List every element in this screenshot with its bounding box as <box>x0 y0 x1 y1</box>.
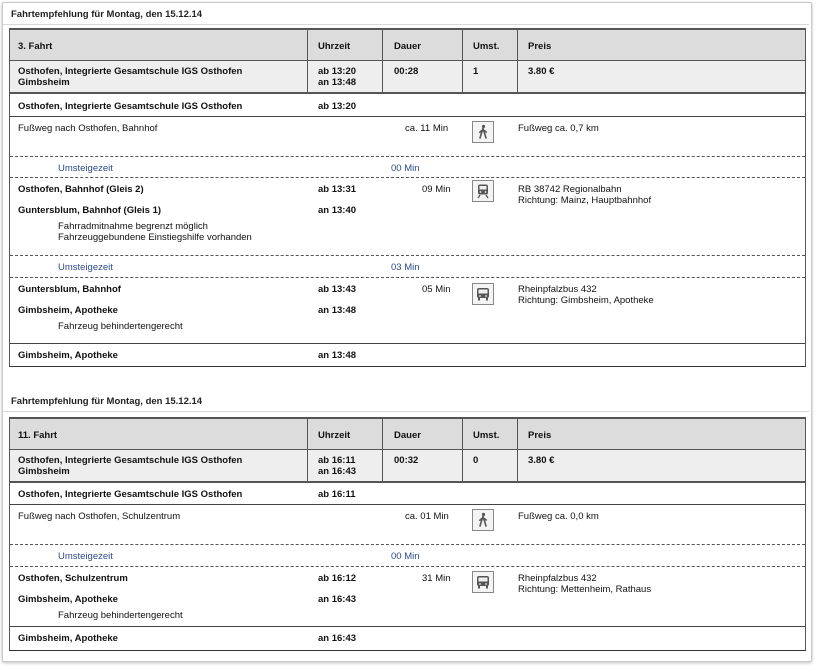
leg-direction: Richtung: Gimbsheim, Apotheke <box>518 295 654 306</box>
leg-dep: ab 13:43 <box>318 284 357 295</box>
connection-table <box>9 417 806 651</box>
transfer-label: Umsteigezeit <box>58 163 113 174</box>
leg-arr: an 13:48 <box>318 305 357 316</box>
leg-duration: 05 Min <box>422 284 451 295</box>
transfer-time: 03 Min <box>391 262 420 273</box>
header-dauer: Dauer <box>394 430 421 441</box>
header-preis: Preis <box>528 430 552 441</box>
leg-direction: Richtung: Mettenheim, Rathaus <box>518 584 652 595</box>
leg-duration: 09 Min <box>422 184 451 195</box>
walk-icon <box>472 121 494 143</box>
start-time: ab 16:11 <box>318 489 356 500</box>
leg-note: Fahrradmitnahme begrenzt möglich <box>58 221 208 232</box>
walk-desc: Fußweg nach Osthofen, Bahnhof <box>18 123 158 134</box>
leg-row <box>10 178 805 256</box>
leg-to: Gimbsheim, Apotheke <box>18 594 118 605</box>
start-stop-row <box>10 94 805 117</box>
start-stop-row <box>10 483 805 505</box>
leg-to: Guntersblum, Bahnhof (Gleis 1) <box>18 205 162 216</box>
leg-line: RB 38742 Regionalbahn <box>518 184 622 195</box>
summary-to: Gimbsheim <box>18 77 70 88</box>
bus-icon <box>472 283 494 305</box>
end-stop-row <box>10 344 805 366</box>
summary-umst: 1 <box>473 66 479 77</box>
leg-dep: ab 16:12 <box>318 573 357 584</box>
section-heading: Fahrtempfehlung für Montag, den 15.12.14 <box>11 396 203 407</box>
start-time: ab 13:20 <box>318 101 357 112</box>
header-umst: Umst. <box>473 430 500 441</box>
leg-note: Fahrzeuggebundene Einstiegshilfe vorhanden <box>58 232 252 243</box>
leg-arr: an 16:43 <box>318 594 357 605</box>
end-stop: Gimbsheim, Apotheke <box>18 350 118 361</box>
transfer-time: 00 Min <box>391 163 420 174</box>
leg-from: Osthofen, Bahnhof (Gleis 2) <box>18 184 144 195</box>
bus-icon <box>472 571 494 593</box>
summary-from: Osthofen, Integrierte Gesamtschule IGS Osthofen <box>18 455 243 466</box>
end-time: an 16:43 <box>318 633 357 644</box>
leg-dep: ab 13:31 <box>318 184 357 195</box>
transfer-row <box>10 545 805 567</box>
header-uhrzeit: Uhrzeit <box>318 41 351 52</box>
start-stop: Osthofen, Integrierte Gesamtschule IGS Osthofen <box>18 101 243 112</box>
divider <box>3 24 809 25</box>
summary-preis: 3.80 € <box>528 455 555 466</box>
leg-duration: 31 Min <box>422 573 451 584</box>
header-umst: Umst. <box>473 41 500 52</box>
walk-icon <box>472 509 494 531</box>
summary-dep: ab 16:11 <box>318 455 356 466</box>
divider <box>3 411 809 412</box>
section-heading: Fahrtempfehlung für Montag, den 15.12.14 <box>11 9 203 20</box>
leg-note: Fahrzeug behindertengerecht <box>58 610 183 621</box>
end-time: an 13:48 <box>318 350 357 361</box>
leg-note: Fahrzeug behindertengerecht <box>58 321 183 332</box>
leg-row <box>10 567 805 627</box>
header-dauer: Dauer <box>394 41 421 52</box>
transfer-row <box>10 157 805 178</box>
walk-duration: ca. 11 Min <box>405 123 449 134</box>
leg-from: Osthofen, Schulzentrum <box>18 573 128 584</box>
table-header <box>10 28 805 61</box>
leg-line: Rheinpfalzbus 432 <box>518 284 597 295</box>
train-icon <box>472 180 494 202</box>
leg-to: Gimbsheim, Apotheke <box>18 305 118 316</box>
walk-info: Fußweg ca. 0,7 km <box>518 123 599 134</box>
leg-arr: an 13:40 <box>318 205 357 216</box>
summary-dep: ab 13:20 <box>318 66 357 77</box>
leg-direction: Richtung: Mainz, Hauptbahnhof <box>518 195 652 206</box>
summary-to: Gimbsheim <box>18 466 70 477</box>
summary-preis: 3.80 € <box>528 66 555 77</box>
walk-info: Fußweg ca. 0,0 km <box>518 511 599 522</box>
summary-dauer: 00:28 <box>394 66 419 77</box>
summary-arr: an 16:43 <box>318 466 357 477</box>
header-uhrzeit: Uhrzeit <box>318 430 351 441</box>
transfer-row <box>10 256 805 278</box>
start-stop: Osthofen, Integrierte Gesamtschule IGS Osthofen <box>18 489 243 500</box>
leg-row <box>10 278 805 344</box>
summary-umst: 0 <box>473 455 479 466</box>
walk-row <box>10 505 805 545</box>
transfer-label: Umsteigezeit <box>58 262 113 273</box>
leg-from: Guntersblum, Bahnhof <box>18 284 121 295</box>
end-stop: Gimbsheim, Apotheke <box>18 633 118 644</box>
transfer-label: Umsteigezeit <box>58 551 113 562</box>
summary-from: Osthofen, Integrierte Gesamtschule IGS Osthofen <box>18 66 243 77</box>
header-fahrt: 3. Fahrt <box>18 41 53 52</box>
end-stop-row <box>10 627 805 650</box>
walk-duration: ca. 01 Min <box>405 511 449 522</box>
connection-table <box>9 28 806 367</box>
transfer-time: 00 Min <box>391 551 420 562</box>
walk-row <box>10 117 805 157</box>
table-header <box>10 417 805 450</box>
header-preis: Preis <box>528 41 552 52</box>
summary-dauer: 00:32 <box>394 455 419 466</box>
header-fahrt: 11. Fahrt <box>18 430 58 441</box>
connection-summary[interactable] <box>10 450 805 483</box>
leg-line: Rheinpfalzbus 432 <box>518 573 597 584</box>
connection-summary[interactable] <box>10 61 805 94</box>
walk-desc: Fußweg nach Osthofen, Schulzentrum <box>18 511 181 522</box>
summary-arr: an 13:48 <box>318 77 357 88</box>
